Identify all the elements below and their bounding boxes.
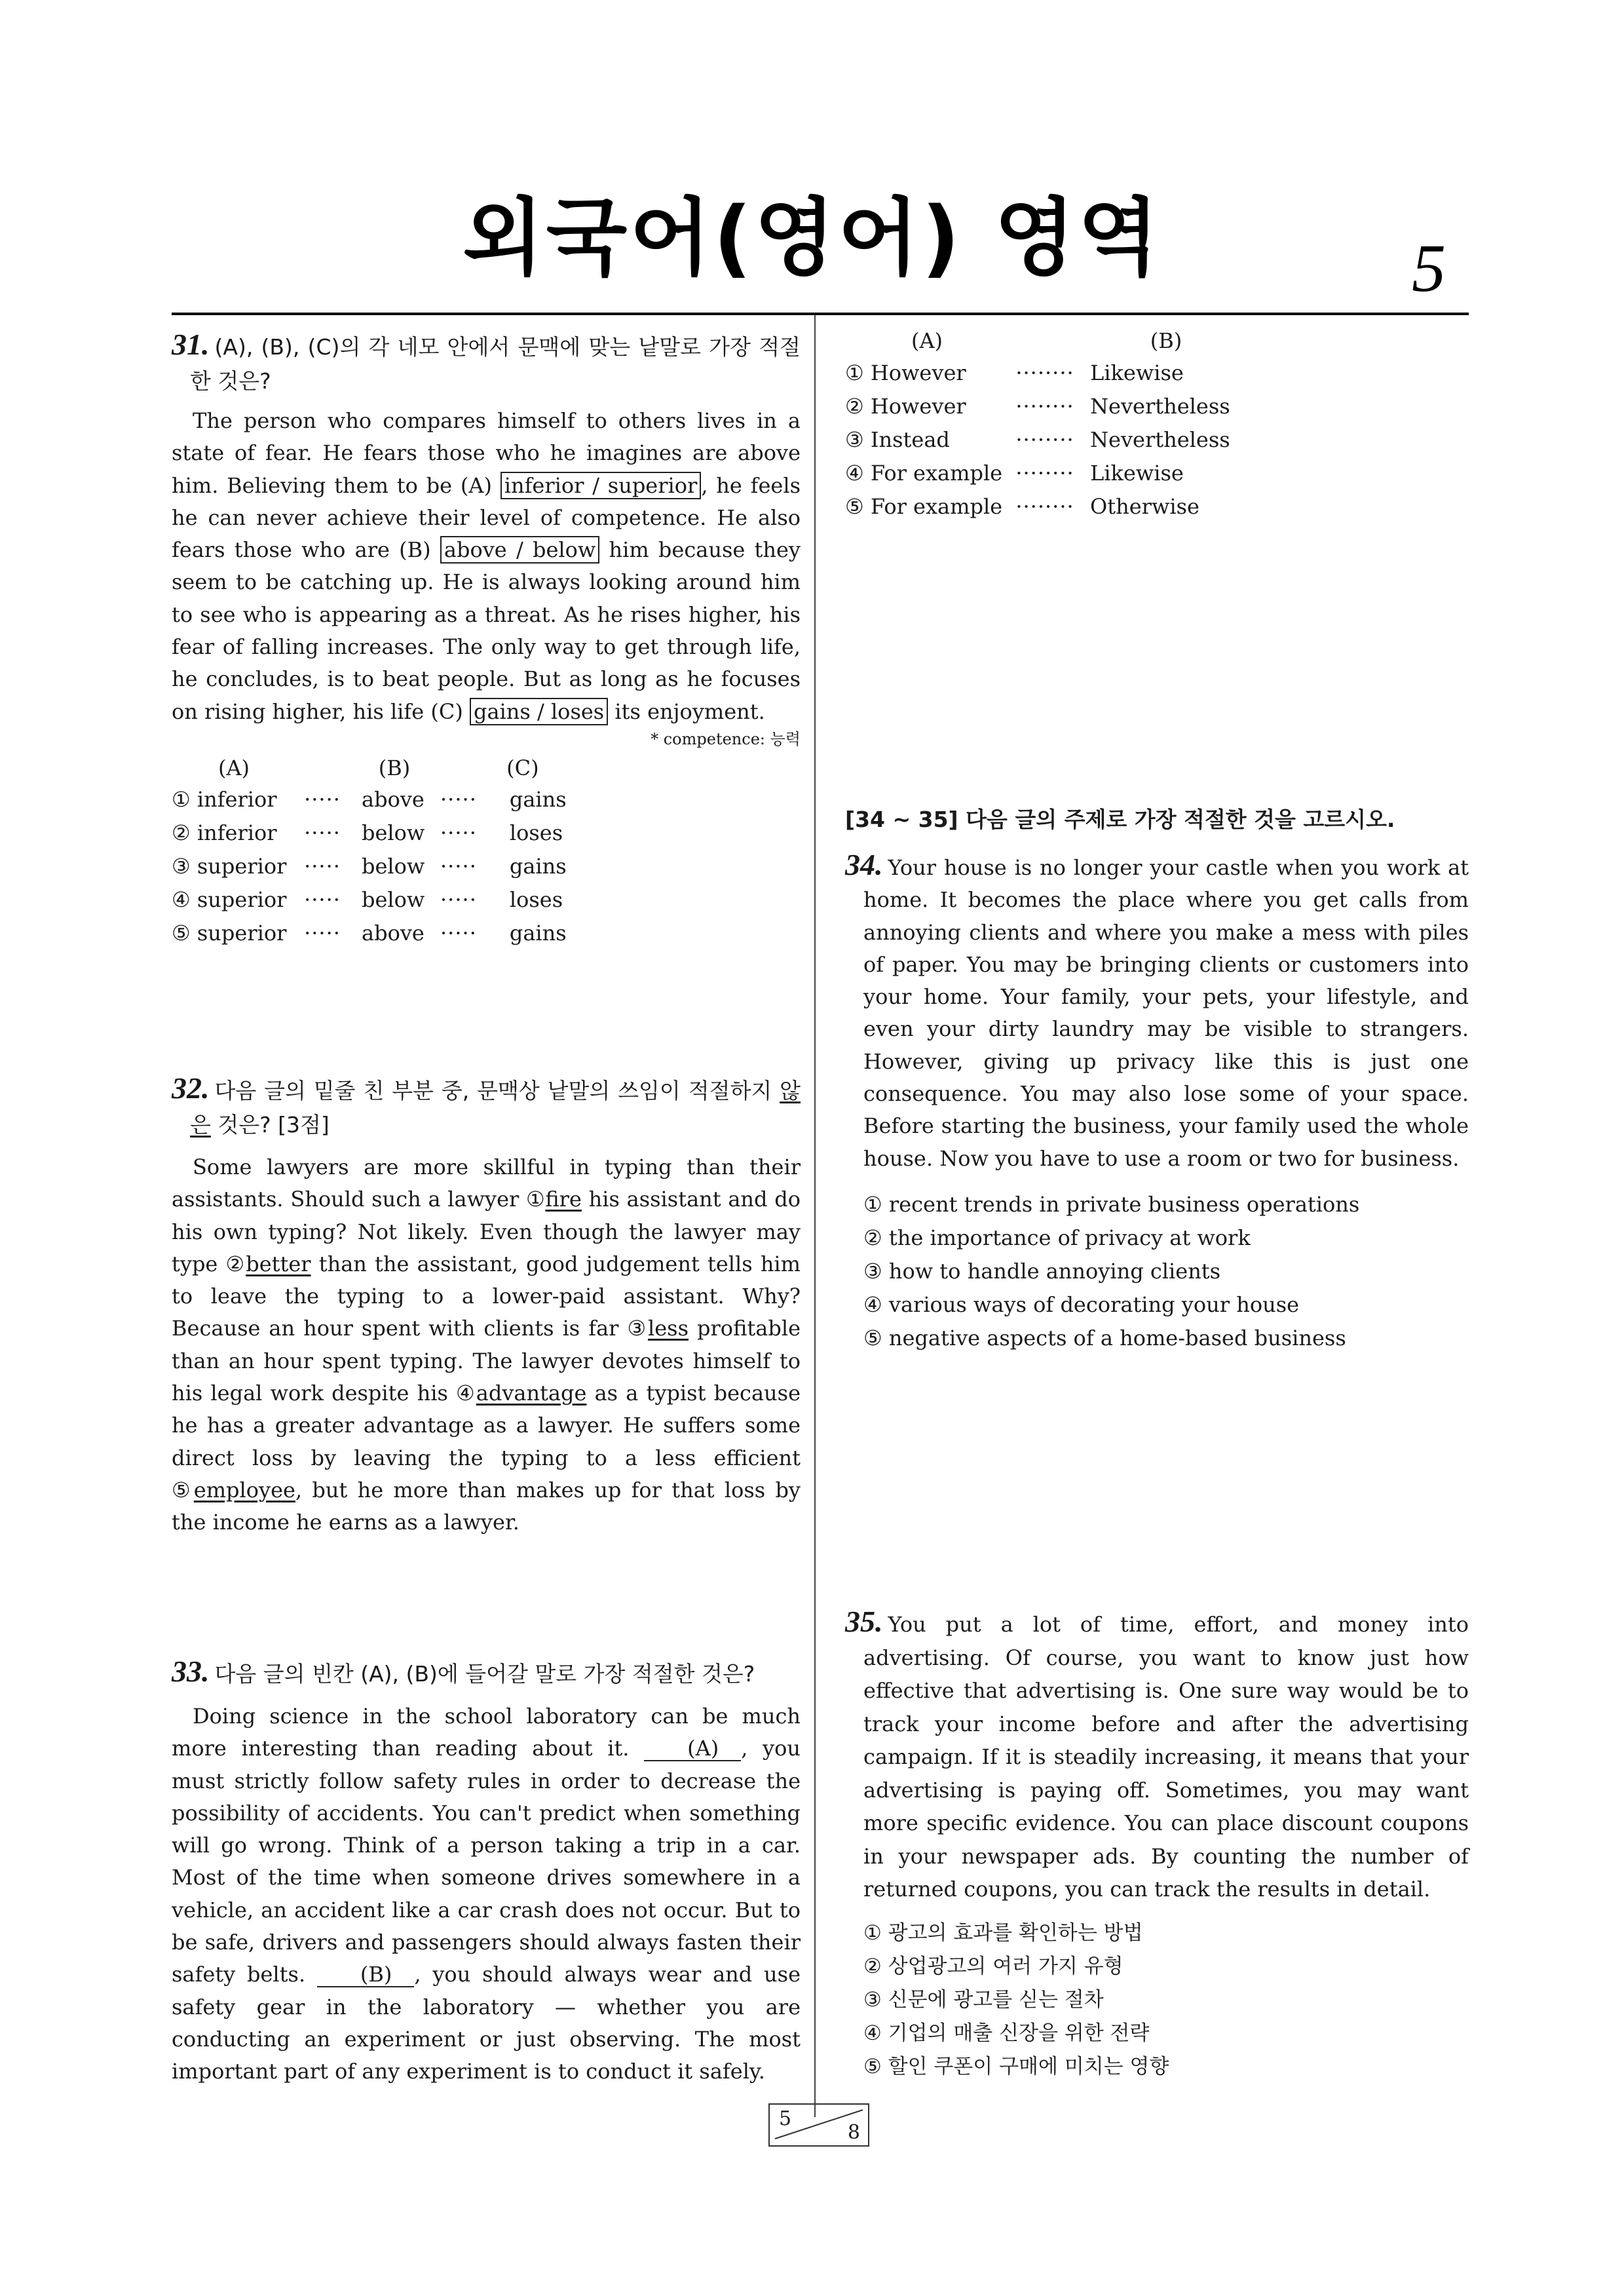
- question-35: [845, 1605, 1469, 2084]
- question-32-number: 32.: [172, 1071, 210, 1105]
- total-pages: 8: [847, 2121, 860, 2144]
- question-33: [172, 1655, 801, 2088]
- option-row[interactable]: ③ Instead ········ Nevertheless: [845, 427, 1230, 452]
- option-row[interactable]: ③ superior ····· below ····· gains: [172, 854, 567, 879]
- question-33-number: 33.: [172, 1655, 210, 1688]
- option-row[interactable]: ① However ········ Likewise: [845, 360, 1184, 385]
- page-number: 5: [1412, 231, 1446, 306]
- option-row[interactable]: ② inferior ····· below ····· loses: [172, 820, 563, 846]
- question-34-passage: 34. Your house is no longer your castle when you work at home. It becomes the place where you get calls from annoying clients and where you make a mess with piles of paper. You may be bringing clients or customers into your home. Your family, your pets, your lifestyle, and even your dirty laundry may be visible to strangers. However, giving up privacy like this is just one consequence. You may also lose some of your space. Before starting the business, your family used the whole house. Now you have to use a room or two for business.: [845, 848, 1469, 1171]
- option-item[interactable]: ⑤ 할인 쿠폰이 구매에 미치는 영향: [863, 2054, 1169, 2078]
- question-34-options: [845, 1188, 1469, 1355]
- option-item[interactable]: ① 광고의 효과를 확인하는 방법: [863, 1921, 1143, 1945]
- question-32-passage: Some lawyers are more skillful in typing than their assistants. Should such a lawyer ①fire his assistant and do his own typing? Not likely. Even though the lawyer may type ②better than the assistant, good judgement tells him to leave the typing to a lower-paid assistant. Why? Because an hour spent with clients is far ③less profitable than an hour spent typing. The lawyer devotes himself to his legal work despite his ④advantage as a typist because he has a greater advantage as a lawyer. He suffers some direct loss by leaving the typing to a less efficient ⑤employee, but he more than makes up for that loss by the income he earns as a lawyer.: [172, 1155, 801, 1535]
- question-33-options: (A) (B) ① However ········ Likewise ② However ········ Nevertheless ③ Instead ········ Nevertheless ④ For example ········ Likewise ⑤ For example ········ Otherwise: [845, 326, 1469, 523]
- option-row[interactable]: ⑤ superior ····· above ····· gains: [172, 921, 567, 946]
- option-row[interactable]: ① inferior ····· above ····· gains: [172, 787, 567, 813]
- column-divider: [814, 315, 816, 2117]
- page-indicator: [768, 2103, 869, 2147]
- option-item[interactable]: ③ how to handle annoying clients: [863, 1258, 1221, 1284]
- option-item[interactable]: ⑤ negative aspects of a home-based business: [863, 1325, 1346, 1350]
- option-item[interactable]: ④ various ways of decorating your house: [863, 1292, 1300, 1317]
- question-33-passage: Doing science in the school laboratory can be much more interesting than reading about it. (A) , you must strictly follow safety rules in order to decrease the possibility of accidents. You can't predict when something will go wrong. Think of a person taking a trip in a car. Most of the time when someone drives somewhere in a vehicle, an accident like a car crash does not occur. But to be safe, drivers and passengers should always fasten their safety belts. (B) , you should always wear and use safety gear in the laboratory — whether you are conducting an experiment or just observing. The most important part of any experiment is to conduct it safely.: [172, 1704, 801, 2084]
- question-31-passage: The person who compares himself to others lives in a state of fear. He fears those who he imagines are above him. Believing them to be (A) inferior / superior , he feels he can never achieve their level of competence. He also fears those who are (B) above / below him because they seem to be catching up. He is always looking around him to see who is appearing as a threat. As he rises higher, his fear of falling increases. The only way to get through life, he concludes, is to beat people. But as long as he focuses on rising higher, his life (C) gains / loses its enjoyment.: [172, 408, 801, 724]
- question-35-number: 35.: [845, 1605, 883, 1638]
- underlined-word-3: less: [648, 1316, 689, 1341]
- choice-box-a: inferior / superior: [500, 472, 702, 499]
- question-31-number: 31.: [172, 328, 210, 361]
- underlined-word-1: fire: [545, 1187, 582, 1212]
- underlined-word-4: advantage: [476, 1381, 587, 1406]
- choice-box-c: gains / loses: [470, 698, 608, 725]
- option-row[interactable]: ④ superior ····· below ····· loses: [172, 887, 563, 913]
- option-row[interactable]: ④ For example ········ Likewise: [845, 460, 1184, 486]
- option-row[interactable]: ② However ········ Nevertheless: [845, 393, 1230, 419]
- question-31-prompt: 31. (A), (B), (C)의 각 네모 안에서 문맥에 맞는 낱말로 가장 적절한 것은?: [172, 328, 801, 394]
- option-item[interactable]: ③ 신문에 광고를 싣는 절차: [863, 1987, 1104, 2012]
- current-page: 5: [779, 2107, 792, 2130]
- option-item[interactable]: ② 상업광고의 여러 가지 유형: [863, 1954, 1124, 1978]
- question-32: [172, 1071, 801, 1539]
- option-item[interactable]: ④ 기업의 매출 신장을 위한 전략: [863, 2021, 1150, 2045]
- question-33-prompt: 33. 다음 글의 빈칸 (A), (B)에 들어갈 말로 가장 적절한 것은?: [172, 1655, 755, 1688]
- section-title: 외국어(영어) 영역: [462, 189, 1162, 287]
- question-35-options: [845, 1917, 1469, 2084]
- question-34-number: 34.: [845, 848, 883, 881]
- underlined-word-2: better: [246, 1251, 311, 1276]
- option-item[interactable]: ① recent trends in private business operations: [863, 1191, 1360, 1217]
- question-32-prompt: 32. 다음 글의 밑줄 친 부분 중, 문맥상 낱말의 쓰임이 적절하지 않은 것은? [3점]: [172, 1071, 801, 1138]
- section-heading: [34 ~ 35] 다음 글의 주제로 가장 적절한 것을 고르시오.: [845, 807, 1395, 832]
- blank-a: (A): [644, 1736, 741, 1761]
- vocab-note: * competence: 능력: [651, 729, 801, 748]
- option-item[interactable]: ② the importance of privacy at work: [863, 1225, 1251, 1250]
- underlined-word-5: employee: [193, 1477, 295, 1502]
- question-31-options: (A) (B) (C) ① inferior ····· above ····· gains ② inferior ····· below ····· loses ③ superior ····· below ····· gains ④ superior ····· below ····· loses ⑤ superior ····· above ····· gains: [172, 753, 569, 950]
- choice-box-b: above / below: [440, 536, 599, 564]
- question-34: [845, 849, 1469, 1355]
- option-row[interactable]: ⑤ For example ········ Otherwise: [845, 493, 1199, 519]
- blank-b: (B): [317, 1962, 414, 1987]
- question-35-passage: 35. You put a lot of time, effort, and money into advertising. Of course, you want to know just how effective that advertising is. One sure way would be to track your income before and after the advertising campaign. If it is steadily increasing, it means that your advertising is paying off. Sometimes, you may want more specific evidence. You can place discount coupons in your newspaper ads. By counting the number of returned coupons, you can track the results in detail.: [845, 1605, 1469, 1902]
- question-31: [172, 328, 801, 950]
- header-rule: [172, 313, 1469, 315]
